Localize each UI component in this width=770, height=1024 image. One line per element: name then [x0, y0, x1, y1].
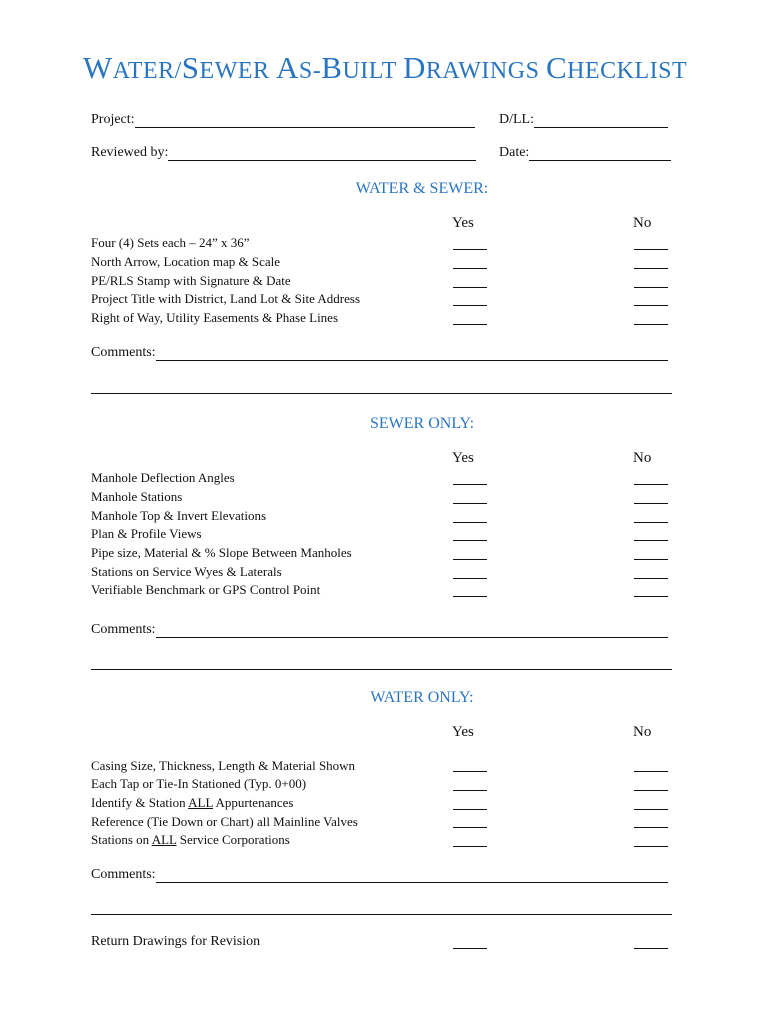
checklist-item: Each Tap or Tie-In Stationed (Typ. 0+00)	[91, 776, 307, 791]
no-blank[interactable]	[634, 827, 668, 828]
yes-blank[interactable]	[453, 790, 487, 791]
checklist-item: PE/RLS Stamp with Signature & Date	[91, 273, 291, 288]
no-blank[interactable]	[634, 578, 668, 579]
no-column-header: No	[633, 215, 652, 231]
no-column-header: No	[633, 450, 652, 466]
yes-blank[interactable]	[453, 809, 487, 810]
no-blank[interactable]	[634, 503, 668, 504]
yes-blank[interactable]	[453, 484, 487, 485]
comments-line-2[interactable]	[91, 393, 672, 394]
no-blank[interactable]	[634, 596, 668, 597]
no-blank[interactable]	[634, 249, 668, 250]
yes-blank[interactable]	[453, 771, 487, 772]
yes-blank[interactable]	[453, 827, 487, 828]
yes-blank[interactable]	[453, 846, 487, 847]
project-label: Project:	[91, 112, 135, 127]
date-field[interactable]	[499, 145, 671, 161]
no-blank[interactable]	[634, 809, 668, 810]
reviewed-by-label: Reviewed by:	[91, 145, 169, 160]
yes-blank[interactable]	[453, 503, 487, 504]
no-blank[interactable]	[634, 846, 668, 847]
comments-field[interactable]	[91, 345, 668, 361]
return-drawings-label: Return Drawings for Revision	[91, 934, 261, 949]
yes-blank[interactable]	[453, 522, 487, 523]
section-title-sewer-only: SEWER ONLY:	[369, 415, 475, 432]
checklist-item: Identify & Station ALL Appurtenances	[91, 795, 294, 810]
section-title-water-sewer: WATER & SEWER:	[355, 180, 489, 197]
dll-label: D/LL:	[499, 112, 534, 127]
yes-blank[interactable]	[453, 249, 487, 250]
no-blank[interactable]	[634, 287, 668, 288]
comments-line[interactable]	[156, 623, 668, 638]
no-column-header: No	[633, 724, 652, 740]
comments-line-2[interactable]	[91, 914, 672, 915]
date-line[interactable]	[529, 146, 671, 161]
checklist-item: Right of Way, Utility Easements & Phase Lines	[91, 310, 339, 325]
date-label: Date:	[499, 145, 530, 160]
yes-blank[interactable]	[453, 559, 487, 560]
no-blank[interactable]	[634, 522, 668, 523]
yes-column-header: Yes	[452, 724, 474, 740]
yes-blank[interactable]	[453, 578, 487, 579]
dll-line[interactable]	[534, 113, 668, 128]
checklist-item: Pipe size, Material & % Slope Between Manholes	[91, 545, 352, 560]
checklist-item: Stations on ALL Service Corporations	[91, 832, 290, 847]
checklist-item: Plan & Profile Views	[91, 526, 202, 541]
yes-column-header: Yes	[452, 450, 474, 466]
checklist-item: Casing Size, Thickness, Length & Material Shown	[91, 758, 356, 773]
comments-label: Comments:	[91, 622, 156, 637]
no-blank[interactable]	[634, 268, 668, 269]
reviewed-by-line[interactable]	[168, 146, 476, 161]
yes-blank[interactable]	[453, 948, 487, 949]
comments-field[interactable]	[91, 622, 668, 638]
no-blank[interactable]	[634, 305, 668, 306]
checklist-item: Manhole Top & Invert Elevations	[91, 508, 267, 523]
no-blank[interactable]	[634, 324, 668, 325]
page-title: WATER/SEWER AS-BUILT DRAWINGS CHECKLIST	[82, 50, 688, 85]
no-blank[interactable]	[634, 948, 668, 949]
no-blank[interactable]	[634, 790, 668, 791]
checklist-item: Verifiable Benchmark or GPS Control Point	[91, 582, 321, 597]
checklist-item: Project Title with District, Land Lot & Site Address	[91, 291, 361, 306]
reviewed-by-field[interactable]	[91, 145, 476, 161]
dll-field[interactable]	[499, 112, 668, 128]
checklist-item: Reference (Tie Down or Chart) all Mainline Valves	[91, 814, 358, 829]
no-blank[interactable]	[634, 540, 668, 541]
no-blank[interactable]	[634, 771, 668, 772]
yes-blank[interactable]	[453, 268, 487, 269]
comments-line-2[interactable]	[91, 669, 672, 670]
checklist-item: Four (4) Sets each – 24” x 36”	[91, 235, 250, 250]
checklist-item: Stations on Service Wyes & Laterals	[91, 564, 282, 579]
yes-blank[interactable]	[453, 305, 487, 306]
yes-blank[interactable]	[453, 596, 487, 597]
section-title-water-only: WATER ONLY:	[370, 689, 474, 706]
project-field[interactable]	[91, 112, 475, 128]
yes-blank[interactable]	[453, 324, 487, 325]
comments-label: Comments:	[91, 345, 156, 360]
checklist-item: North Arrow, Location map & Scale	[91, 254, 281, 269]
comments-line[interactable]	[156, 868, 668, 883]
yes-blank[interactable]	[453, 287, 487, 288]
comments-field[interactable]	[91, 867, 668, 883]
project-line[interactable]	[135, 113, 475, 128]
comments-label: Comments:	[91, 867, 156, 882]
no-blank[interactable]	[634, 559, 668, 560]
checklist-item: Manhole Stations	[91, 489, 183, 504]
checklist-item: Manhole Deflection Angles	[91, 470, 235, 485]
yes-blank[interactable]	[453, 540, 487, 541]
yes-column-header: Yes	[452, 215, 474, 231]
no-blank[interactable]	[634, 484, 668, 485]
comments-line[interactable]	[156, 346, 668, 361]
